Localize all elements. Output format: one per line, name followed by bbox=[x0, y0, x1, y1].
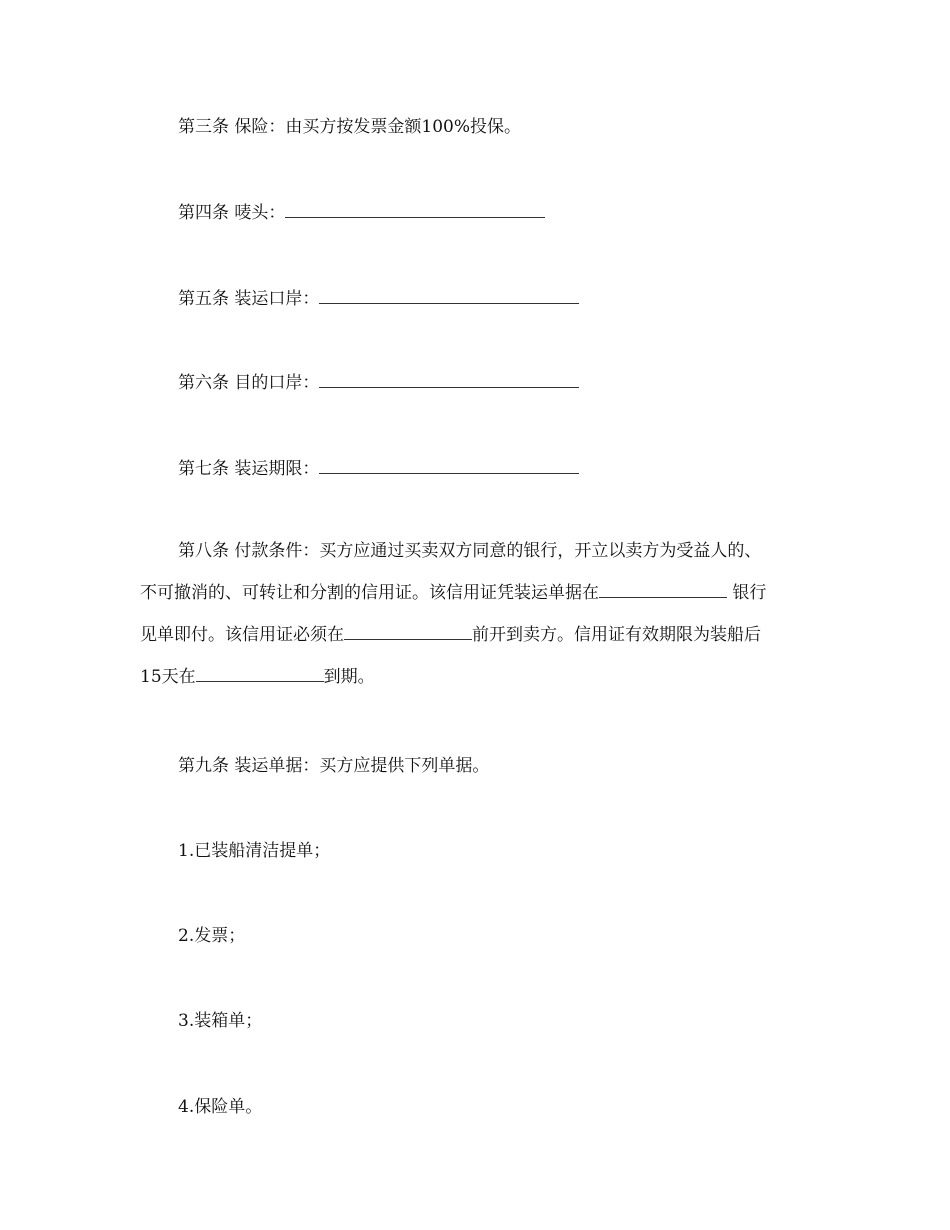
clause-4-blank bbox=[285, 201, 545, 218]
clause-9-label: 第九条 bbox=[178, 756, 229, 776]
clause-8-line-1-text: 付款条件：买方应通过买卖双方同意的银行，开立以卖方为受益人的、 bbox=[234, 541, 762, 561]
clause-8-bank-blank bbox=[599, 581, 727, 598]
document-item-2-text: 2.发票； bbox=[178, 926, 246, 946]
clause-8-line-1 bbox=[140, 536, 815, 566]
clause-8-label: 第八条 bbox=[178, 541, 229, 561]
clause-9-text: 装运单据：买方应提供下列单据。 bbox=[234, 756, 490, 776]
document-item-1 bbox=[140, 836, 330, 861]
clause-7-label: 第七条 bbox=[178, 459, 229, 479]
clause-4-text: 唛头： bbox=[234, 203, 286, 223]
clause-8-line-3b-text: 前开到卖方。信用证有效期限为装船后 bbox=[472, 625, 761, 645]
clause-5-text: 装运口岸： bbox=[234, 289, 320, 309]
document-item-4 bbox=[140, 1092, 262, 1117]
clause-6-text: 目的口岸： bbox=[234, 373, 320, 393]
clause-6 bbox=[140, 368, 579, 393]
clause-5-blank bbox=[319, 287, 579, 304]
clause-8-line-2 bbox=[140, 578, 815, 608]
document-item-1-text: 1.已装船清洁提单； bbox=[178, 841, 331, 861]
clause-7-blank bbox=[319, 457, 579, 474]
document-item-3-text: 3.装箱单； bbox=[178, 1011, 263, 1031]
clause-8-line-3a-text: 见单即付。该信用证必须在 bbox=[140, 625, 344, 645]
clause-4 bbox=[140, 198, 545, 223]
clause-8-line-3 bbox=[140, 620, 815, 650]
clause-9 bbox=[140, 751, 489, 776]
clause-8 bbox=[140, 536, 815, 692]
clause-8-line-4b-text: 到期。 bbox=[323, 667, 375, 687]
clause-8-place-blank bbox=[196, 665, 324, 682]
document-item-2 bbox=[140, 921, 245, 946]
clause-3-label: 第三条 bbox=[178, 117, 229, 137]
clause-3 bbox=[140, 112, 521, 137]
clause-8-line-4 bbox=[140, 662, 815, 692]
clause-8-date-blank bbox=[344, 623, 472, 640]
document-item-3 bbox=[140, 1006, 262, 1031]
clause-6-label: 第六条 bbox=[178, 373, 229, 393]
clause-7 bbox=[140, 454, 579, 479]
clause-8-line-2b-text: 银行 bbox=[727, 583, 767, 603]
clause-6-blank bbox=[319, 371, 579, 388]
clause-8-line-2a-text: 不可撤消的、可转让和分割的信用证。该信用证凭装运单据在 bbox=[140, 583, 599, 603]
clause-5 bbox=[140, 284, 579, 309]
clause-8-line-4a-text: 15天在 bbox=[140, 667, 196, 687]
document-item-4-text: 4.保险单。 bbox=[178, 1097, 263, 1117]
clause-3-text: 保险：由买方按发票金额100%投保。 bbox=[234, 117, 522, 137]
clause-7-text: 装运期限： bbox=[234, 459, 320, 479]
clause-4-label: 第四条 bbox=[178, 203, 229, 223]
clause-5-label: 第五条 bbox=[178, 289, 229, 309]
